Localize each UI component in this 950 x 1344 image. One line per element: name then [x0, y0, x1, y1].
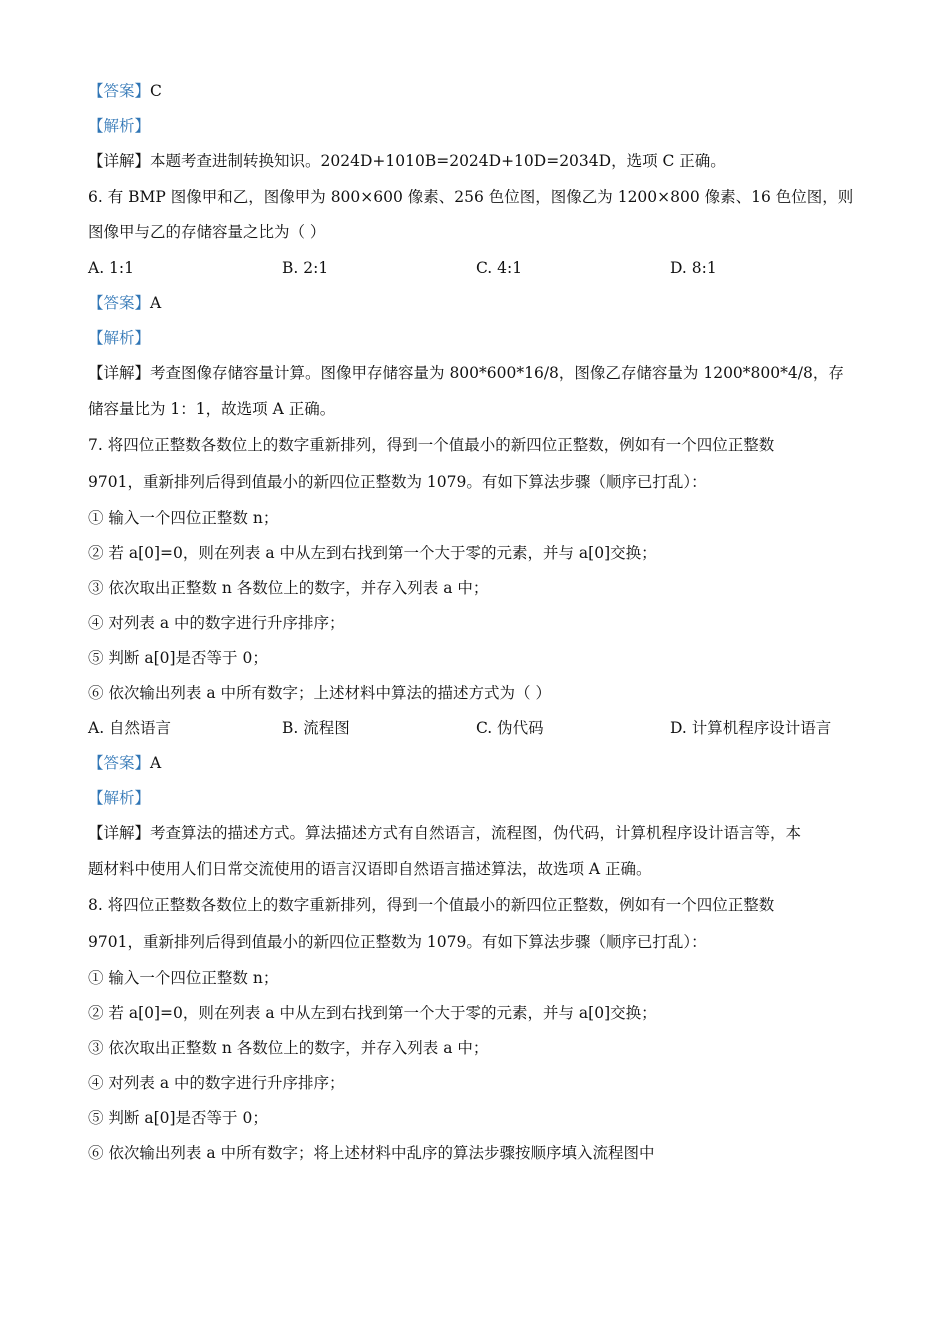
- q7-analysis-tag: 【解析】: [88, 789, 151, 807]
- q6-option-c: C. 4:1: [476, 259, 523, 277]
- q7-option-a: A. 自然语言: [88, 719, 172, 737]
- q7-option-d: D. 计算机程序设计语言: [670, 719, 832, 737]
- q7-step-6: ⑥ 依次输出列表 a 中所有数字；上述材料中算法的描述方式为（ ）: [88, 684, 551, 702]
- q6-option-b: B. 2:1: [282, 259, 329, 277]
- q6-analysis-tag: 【解析】: [88, 329, 151, 347]
- q5-answer: 【答案】C: [88, 82, 162, 100]
- q6-detail-line2: 储容量比为 1：1，故选项 A 正确。: [88, 400, 336, 418]
- q6-stem-line2: 图像甲与乙的存储容量之比为（ ）: [88, 223, 326, 241]
- q6-stem-line1: 6. 有 BMP 图像甲和乙，图像甲为 800×600 像素、256 色位图，图像乙为 1200×800 像素、16 色位图，则: [88, 188, 854, 206]
- q8-step-3: ③ 依次取出正整数 n 各数位上的数字，并存入列表 a 中；: [88, 1039, 489, 1057]
- q6-detail-line1: 【详解】考查图像存储容量计算。图像甲存储容量为 800*600*16/8，图像乙存储容量为 1200*800*4/8，存: [88, 364, 844, 382]
- q7-option-b: B. 流程图: [282, 719, 350, 737]
- q7-step-4: ④ 对列表 a 中的数字进行升序排序；: [88, 614, 345, 632]
- q7-stem-line1: 7. 将四位正整数各数位上的数字重新排列，得到一个值最小的新四位正整数，例如有一个四位正整数: [88, 436, 775, 454]
- q7-detail-line2: 题材料中使用人们日常交流使用的语言汉语即自然语言描述算法，故选项 A 正确。: [88, 860, 652, 878]
- q7-answer: 【答案】A: [88, 754, 162, 772]
- q7-option-c: C. 伪代码: [476, 719, 544, 737]
- q6-option-d: D. 8:1: [670, 259, 717, 277]
- q8-step-1: ① 输入一个四位正整数 n；: [88, 969, 279, 987]
- q5-detail: 【详解】本题考查进制转换知识。2024D+1010B=2024D+10D=2034D，选项 C 正确。: [88, 152, 726, 170]
- q8-step-5: ⑤ 判断 a[0]是否等于 0；: [88, 1109, 268, 1127]
- q8-stem-line2: 9701，重新排列后得到值最小的新四位正整数为 1079。有如下算法步骤（顺序已打乱）：: [88, 933, 707, 951]
- q7-step-5: ⑤ 判断 a[0]是否等于 0；: [88, 649, 268, 667]
- q8-stem-line1: 8. 将四位正整数各数位上的数字重新排列，得到一个值最小的新四位正整数，例如有一个四位正整数: [88, 896, 775, 914]
- q7-stem-line2: 9701，重新排列后得到值最小的新四位正整数为 1079。有如下算法步骤（顺序已打乱）：: [88, 473, 707, 491]
- q7-detail-line1: 【详解】考查算法的描述方式。算法描述方式有自然语言，流程图，伪代码，计算机程序设计语言等，本: [88, 824, 802, 842]
- q7-step-1: ① 输入一个四位正整数 n；: [88, 509, 279, 527]
- q6-option-a: A. 1:1: [88, 259, 134, 277]
- q8-step-4: ④ 对列表 a 中的数字进行升序排序；: [88, 1074, 345, 1092]
- q7-step-3: ③ 依次取出正整数 n 各数位上的数字，并存入列表 a 中；: [88, 579, 489, 597]
- q6-answer: 【答案】A: [88, 294, 162, 312]
- q5-analysis-tag: 【解析】: [88, 117, 151, 135]
- q8-step-2: ② 若 a[0]=0，则在列表 a 中从左到右找到第一个大于零的元素，并与 a[0]交换；: [88, 1004, 657, 1022]
- q8-step-6: ⑥ 依次输出列表 a 中所有数字；将上述材料中乱序的算法步骤按顺序填入流程图中: [88, 1144, 655, 1162]
- q7-step-2: ② 若 a[0]=0，则在列表 a 中从左到右找到第一个大于零的元素，并与 a[0]交换；: [88, 544, 657, 562]
